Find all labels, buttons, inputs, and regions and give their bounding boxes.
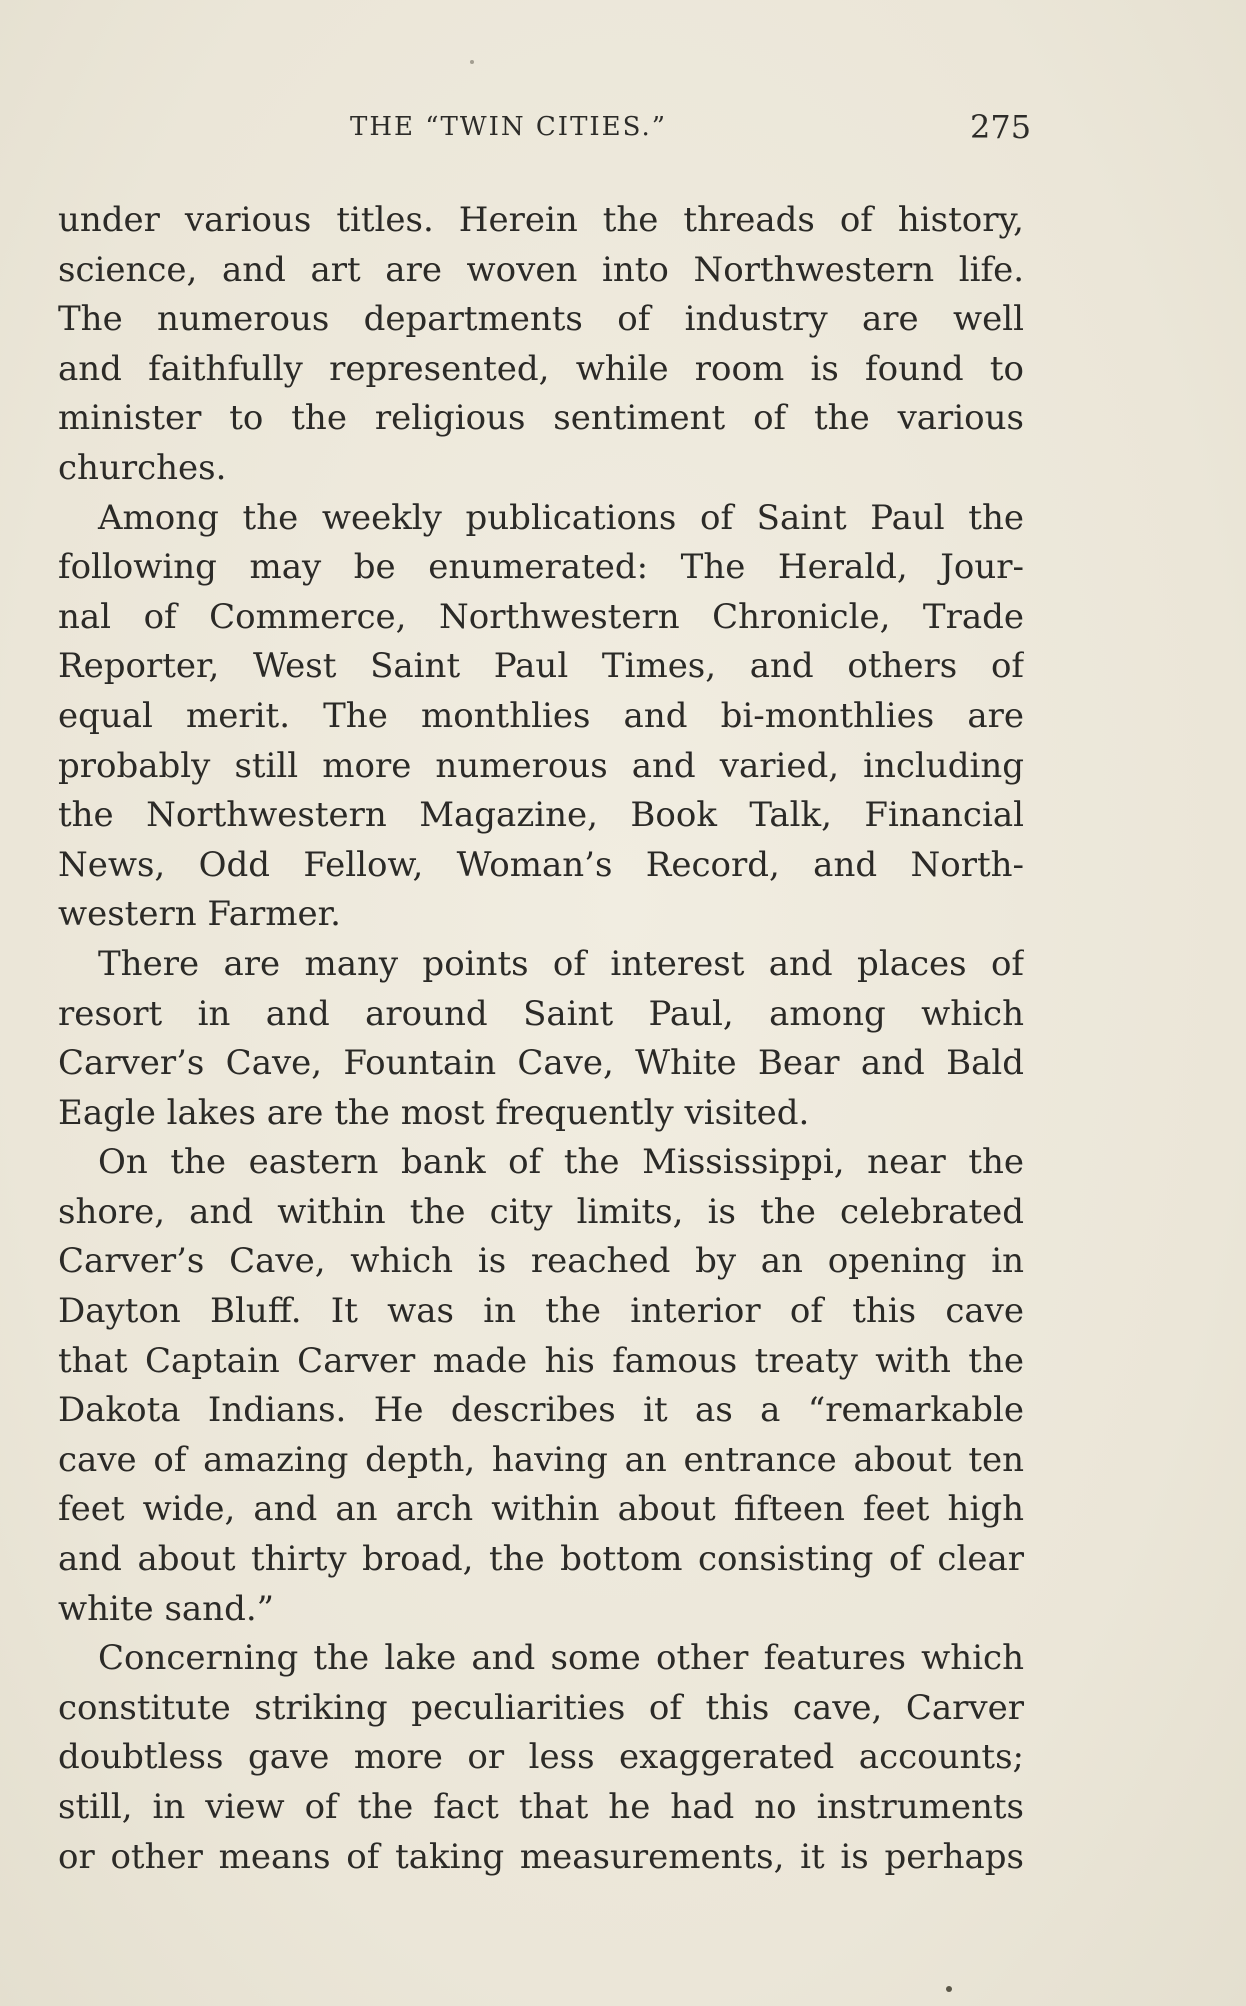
text-line: The numerous departments of industry are well bbox=[58, 299, 1024, 340]
text-line: minister to the religious sentiment of the various bbox=[58, 398, 1024, 439]
text-line: and faithfully represented, while room is found to bbox=[58, 348, 1024, 389]
text-line: shore, and within the city limits, is the celebrated bbox=[58, 1191, 1024, 1232]
text-line: Eagle lakes are the most frequently visited. bbox=[58, 1092, 810, 1133]
text-line: Carver’s Cave, Fountain Cave, White Bear and Bald bbox=[58, 1043, 1024, 1084]
text-line: There are many points of interest and places of bbox=[98, 943, 1024, 984]
text-line: probably still more numerous and varied, including bbox=[58, 745, 1024, 786]
text-line: Reporter, West Saint Paul Times, and others of bbox=[58, 646, 1024, 687]
text-line: Dakota Indians. He describes it as a “remarkable bbox=[58, 1390, 1024, 1431]
paper-speck bbox=[946, 1986, 952, 1992]
text-line: Among the weekly publications of Saint Paul the bbox=[98, 497, 1024, 538]
text-line: Carver’s Cave, which is reached by an opening in bbox=[58, 1241, 1024, 1282]
text-line: that Captain Carver made his famous treaty with the bbox=[58, 1340, 1024, 1381]
text-line: Concerning the lake and some other features which bbox=[98, 1638, 1024, 1679]
text-line: doubtless gave more or less exaggerated accounts; bbox=[58, 1737, 1024, 1778]
text-line: science, and art are woven into Northwestern life. bbox=[58, 249, 1024, 290]
text-line: Dayton Bluff. It was in the interior of this cave bbox=[58, 1291, 1024, 1332]
text-line: constitute striking peculiarities of this cave, Carver bbox=[58, 1687, 1024, 1728]
text-line: western Farmer. bbox=[58, 894, 341, 935]
text-line: under various titles. Herein the threads of history, bbox=[58, 200, 1024, 240]
running-head bbox=[0, 108, 1246, 156]
text-line: and about thirty broad, the bottom consisting of clear bbox=[58, 1539, 1024, 1580]
page-number: 275 bbox=[970, 108, 1032, 146]
paper-speck bbox=[470, 60, 474, 64]
body-text bbox=[58, 196, 1024, 1882]
text-line: resort in and around Saint Paul, among which bbox=[58, 993, 1024, 1034]
text-line: cave of amazing depth, having an entrance about ten bbox=[58, 1439, 1024, 1480]
text-line: or other means of taking measurements, it is perhaps bbox=[58, 1836, 1024, 1877]
text-line: nal of Commerce, Northwestern Chronicle, Trade bbox=[58, 596, 1024, 637]
text-line: equal merit. The monthlies and bi-monthlies are bbox=[58, 695, 1024, 736]
text-line: white sand.” bbox=[58, 1588, 275, 1629]
text-line: following may be enumerated: The Herald, Jour- bbox=[58, 547, 1024, 588]
text-line: churches. bbox=[58, 447, 227, 488]
text-line: still, in view of the fact that he had no instruments bbox=[58, 1787, 1024, 1827]
running-title: THE “TWIN CITIES.” bbox=[350, 112, 668, 142]
text-line: feet wide, and an arch within about fifteen feet high bbox=[58, 1489, 1024, 1530]
text-line: News, Odd Fellow, Woman’s Record, and North- bbox=[58, 844, 1024, 885]
text-line: the Northwestern Magazine, Book Talk, Financial bbox=[58, 795, 1024, 836]
text-line: On the eastern bank of the Mississippi, near the bbox=[98, 1142, 1024, 1183]
